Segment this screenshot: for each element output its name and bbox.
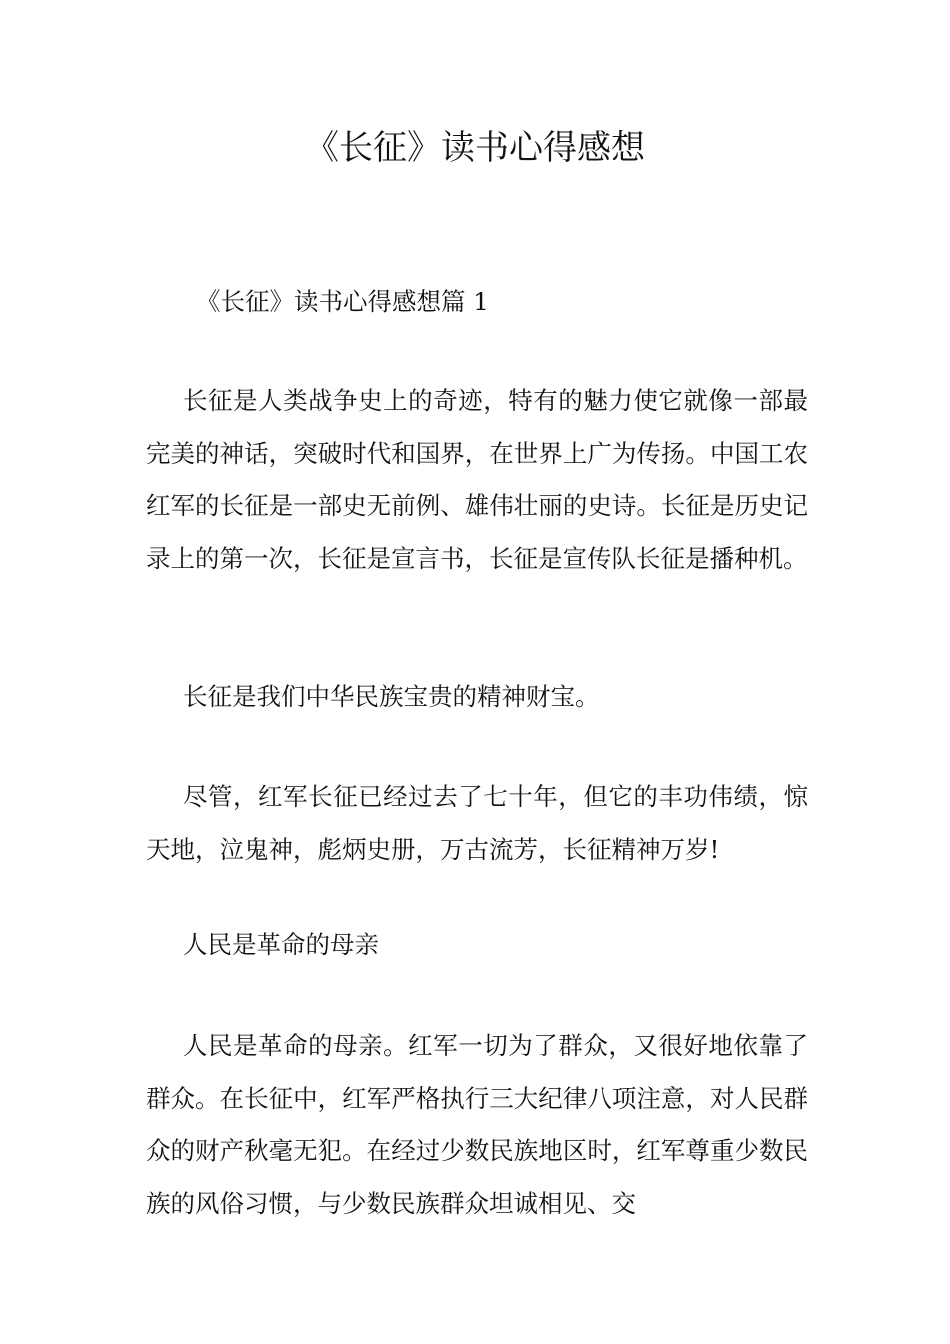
document-title: 《长征》读书心得感想 xyxy=(305,128,645,168)
section-heading: 《长征》读书心得感想篇 1 xyxy=(196,287,489,316)
paragraph: 人民是革命的母亲 xyxy=(183,930,379,959)
paragraph: 尽管，红军长征已经过去了七十年，但它的丰功伟绩，惊天地，泣鬼神，彪炳史册，万古流芳，长征精神万岁! xyxy=(146,782,808,864)
paragraph: 人民是革命的母亲。红军一切为了群众，又很好地依靠了群众。在长征中，红军严格执行三大纪律八项注意，对人民群众的财产秋毫无犯。在经过少数民族地区时，红军尊重少数民族的风俗习惯，与少数民族群众坦诚相见、交 xyxy=(146,1031,808,1218)
paragraph: 长征是人类战争史上的奇迹，特有的魅力使它就像一部最完美的神话，突破时代和国界，在世界上广为传扬。中国工农红军的长征是一部史无前例、雄伟壮丽的史诗。长征是历史记录上的第一次，长征是宣言书，长征是宣传队长征是播种机。 xyxy=(146,386,808,573)
paragraph: 长征是我们中华民族宝贵的精神财宝。 xyxy=(183,682,600,711)
